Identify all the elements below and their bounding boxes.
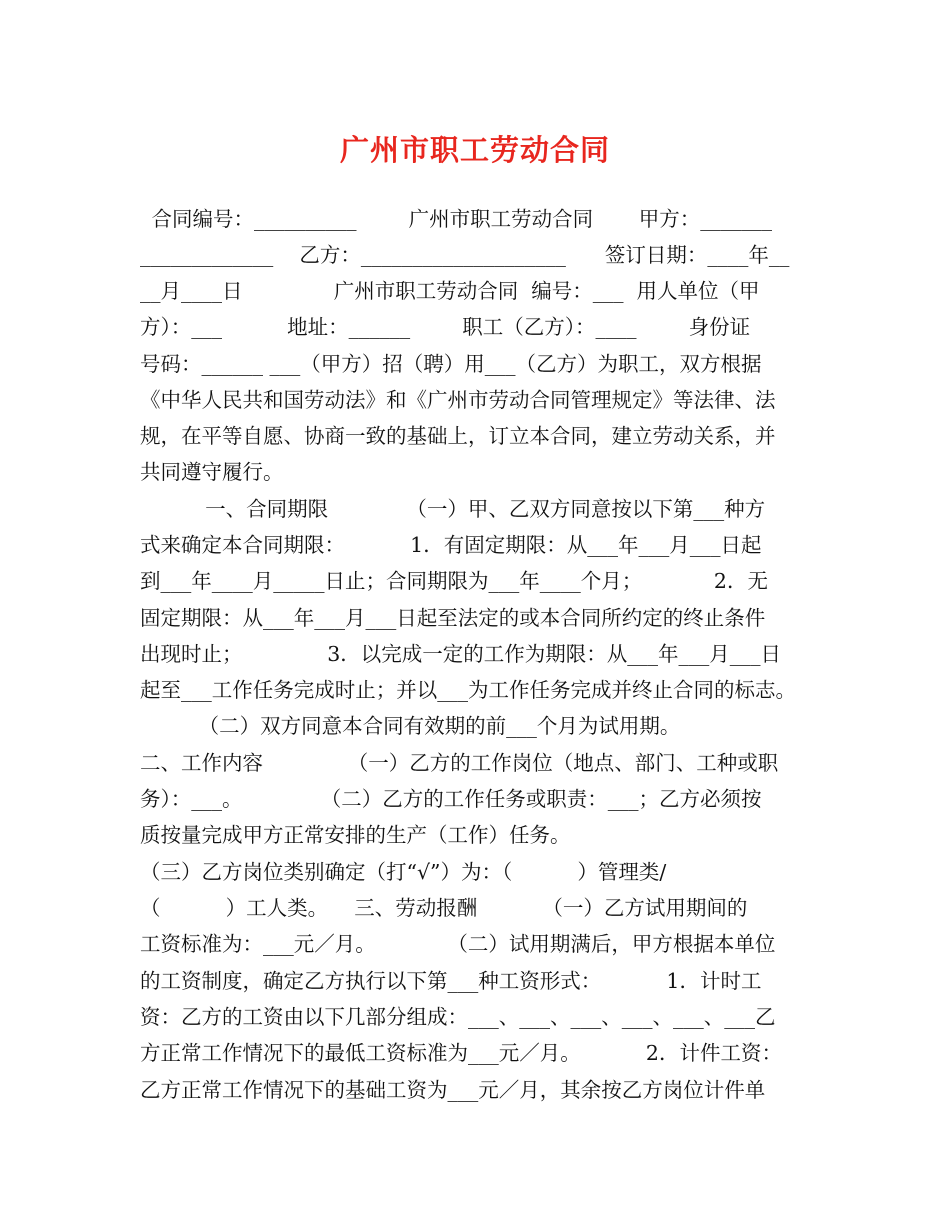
body-line: 二、工作内容 （一）乙方的工作岗位（地点、部门、工种或职 [140,751,779,775]
body-line: 质按量完成甲方正常安排的生产（工作）任务。 [140,823,571,847]
body-line: （ ）工人类。 三、劳动报酬 （一）乙方试用期间的 [140,896,748,920]
body-line: 资：乙方的工资由以下几部分组成：___、___、___、___、___、___乙 [140,1005,776,1029]
body-line: 《中华人民共和国劳动法》和《广州市劳动合同管理规定》等法律、法 [140,388,776,412]
body-line: 方正常工作情况下的最低工资标准为___元／月。 2．计件工资： [140,1041,782,1065]
body-line: 方）：___ 地址：______ 职工（乙方）：____ 身份证 [140,315,751,339]
body-line: _____________ 乙方：____________________ 签订日期：____年__ [140,243,790,267]
body-line: （二）双方同意本合同有效期的前___个月为试用期。 [140,714,681,738]
body-line: 务）：___。 （二）乙方的工作任务或职责：___；乙方必须按 [140,787,762,811]
body-line: 起至___工作任务完成时止；并以___为工作任务完成并终止合同的标志。 [140,678,796,702]
body-line: 工资标准为：___元／月。 （二）试用期满后，甲方根据本单位 [140,932,776,956]
body-line: 号码：______ ___（甲方）招（聘）用___（乙方）为职工，双方根据 [140,352,762,376]
body-line: 合同编号：__________ 广州市职工劳动合同 甲方：_______ [145,207,773,231]
body-line: 规，在平等自愿、协商一致的基础上，订立本合同，建立劳动关系，并 [140,424,776,448]
body-line: （三）乙方岗位类别确定（打“√”）为：（ ）管理类/ [140,860,667,884]
document-title: 广州市职工劳动合同 [339,133,610,167]
body-line: 到___年____月_____日止；合同期限为___年____个月； 2．无 [140,569,768,593]
body-line: 乙方正常工作情况下的基础工资为___元／月，其余按乙方岗位计件单 [140,1078,766,1102]
body-line: 式来确定本合同期限： 1．有固定期限：从___年___月___日起 [140,533,762,557]
body-line: 的工资制度，确定乙方执行以下第___种工资形式： 1．计时工 [140,969,762,993]
body-line: 共同遵守履行。 [140,460,284,484]
body-line: __月____日 广州市职工劳动合同 编号：___ 用人单位（甲 [140,279,760,303]
body-line: 固定期限：从___年___月___日起至法定的或本合同所约定的终止条件 [140,606,766,630]
body-line: 出现时止； 3．以完成一定的工作为期限：从___年___月___日 [140,642,782,666]
body-line: 一、合同期限 （一）甲、乙双方同意按以下第___种方 [140,497,766,521]
